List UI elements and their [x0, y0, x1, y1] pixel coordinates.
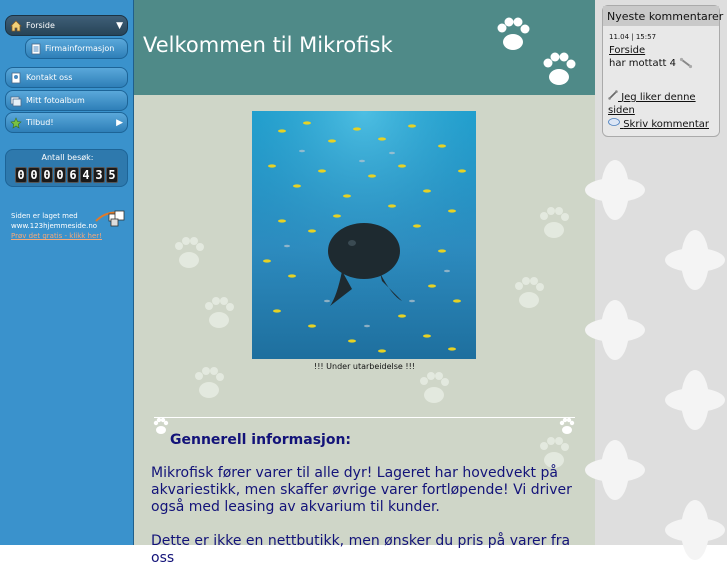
home-icon — [10, 20, 22, 32]
try-free-link[interactable]: Prøv det gratis - klikk her! — [11, 232, 102, 240]
counter-digits — [15, 167, 118, 183]
info-paragraph: Dette er ikke en nettbutikk, men ønsker du pris på varer fra oss — [151, 533, 571, 566]
nav-label: Tilbud! — [26, 118, 54, 127]
document-icon — [30, 43, 42, 55]
write-comment-label: Skriv kommentar — [623, 119, 709, 130]
counter-title: Antall besøk: — [41, 153, 94, 162]
paw-print-icon — [557, 417, 577, 437]
made-with-notice — [11, 211, 102, 241]
nav-label: Firmainformasjon — [45, 44, 115, 53]
paw-print-icon — [151, 417, 171, 437]
nav-label: Kontakt oss — [26, 73, 73, 82]
counter-digit: 6 — [67, 167, 79, 183]
comment-page-link[interactable]: Forside — [609, 45, 646, 56]
aquarium-photo — [252, 111, 476, 359]
comments-title: Nyeste kommentarer — [603, 6, 719, 26]
star-icon — [10, 117, 22, 129]
like-page-link[interactable] — [608, 90, 719, 117]
photo-album-icon — [10, 95, 22, 107]
nav-item-kontakt-oss[interactable] — [5, 67, 128, 88]
made-with-line: Siden er laget med — [11, 212, 78, 220]
main-content — [134, 0, 595, 566]
write-comment-link[interactable] — [608, 118, 709, 130]
chevron-down-icon[interactable]: ▼ — [116, 21, 123, 31]
photo-caption: !!! Under utarbeidelse !!! — [313, 362, 416, 371]
nav-item-tilbud[interactable] — [5, 112, 128, 133]
header-banner — [134, 0, 595, 95]
section-divider — [154, 417, 575, 418]
nav-label: Mitt fotoalbum — [26, 96, 85, 105]
nav-item-firmainformasjon[interactable] — [25, 38, 128, 59]
counter-digit: 0 — [54, 167, 66, 183]
counter-digit: 0 — [41, 167, 53, 183]
latest-comments-box — [602, 5, 724, 137]
counter-digit: 4 — [80, 167, 92, 183]
info-paragraph: Mikrofisk fører varer til alle dyr! Lageret har hovedvekt på akvariestikk, men skaffer øvrige varer fortløpende! Vi driver også med leasing av akvarium til kunder. — [151, 465, 572, 515]
counter-digit: 3 — [93, 167, 105, 183]
sidebar — [0, 0, 134, 545]
chevron-right-icon[interactable]: ▶ — [116, 118, 123, 128]
made-with-site: www.123hjemmeside.no — [11, 222, 98, 230]
like-page-label: Jeg liker denne siden — [608, 92, 696, 116]
comment-count-text — [609, 58, 693, 69]
right-column — [595, 0, 727, 545]
site-builder-logo-icon[interactable] — [96, 209, 126, 235]
visitor-counter — [5, 149, 128, 187]
bone-icon — [679, 58, 693, 68]
nav-label: Forside — [26, 21, 55, 30]
info-text — [151, 465, 581, 584]
comment-date: 11.04 | 15:57 — [609, 33, 657, 41]
page-title: Velkommen til Mikrofisk — [143, 33, 393, 57]
counter-digit: 5 — [106, 167, 118, 183]
speech-bubble-icon — [608, 118, 620, 127]
comment-count-label: har mottatt 4 — [609, 58, 676, 69]
nav-item-forside[interactable] — [5, 15, 128, 36]
counter-digit: 0 — [28, 167, 40, 183]
contact-icon — [10, 72, 22, 84]
section-heading: Gennerell informasjon: — [170, 432, 352, 448]
bone-icon — [608, 90, 618, 100]
nav-item-mitt-fotoalbum[interactable] — [5, 90, 128, 111]
counter-digit: 0 — [15, 167, 27, 183]
paw-print-icon — [489, 3, 589, 93]
